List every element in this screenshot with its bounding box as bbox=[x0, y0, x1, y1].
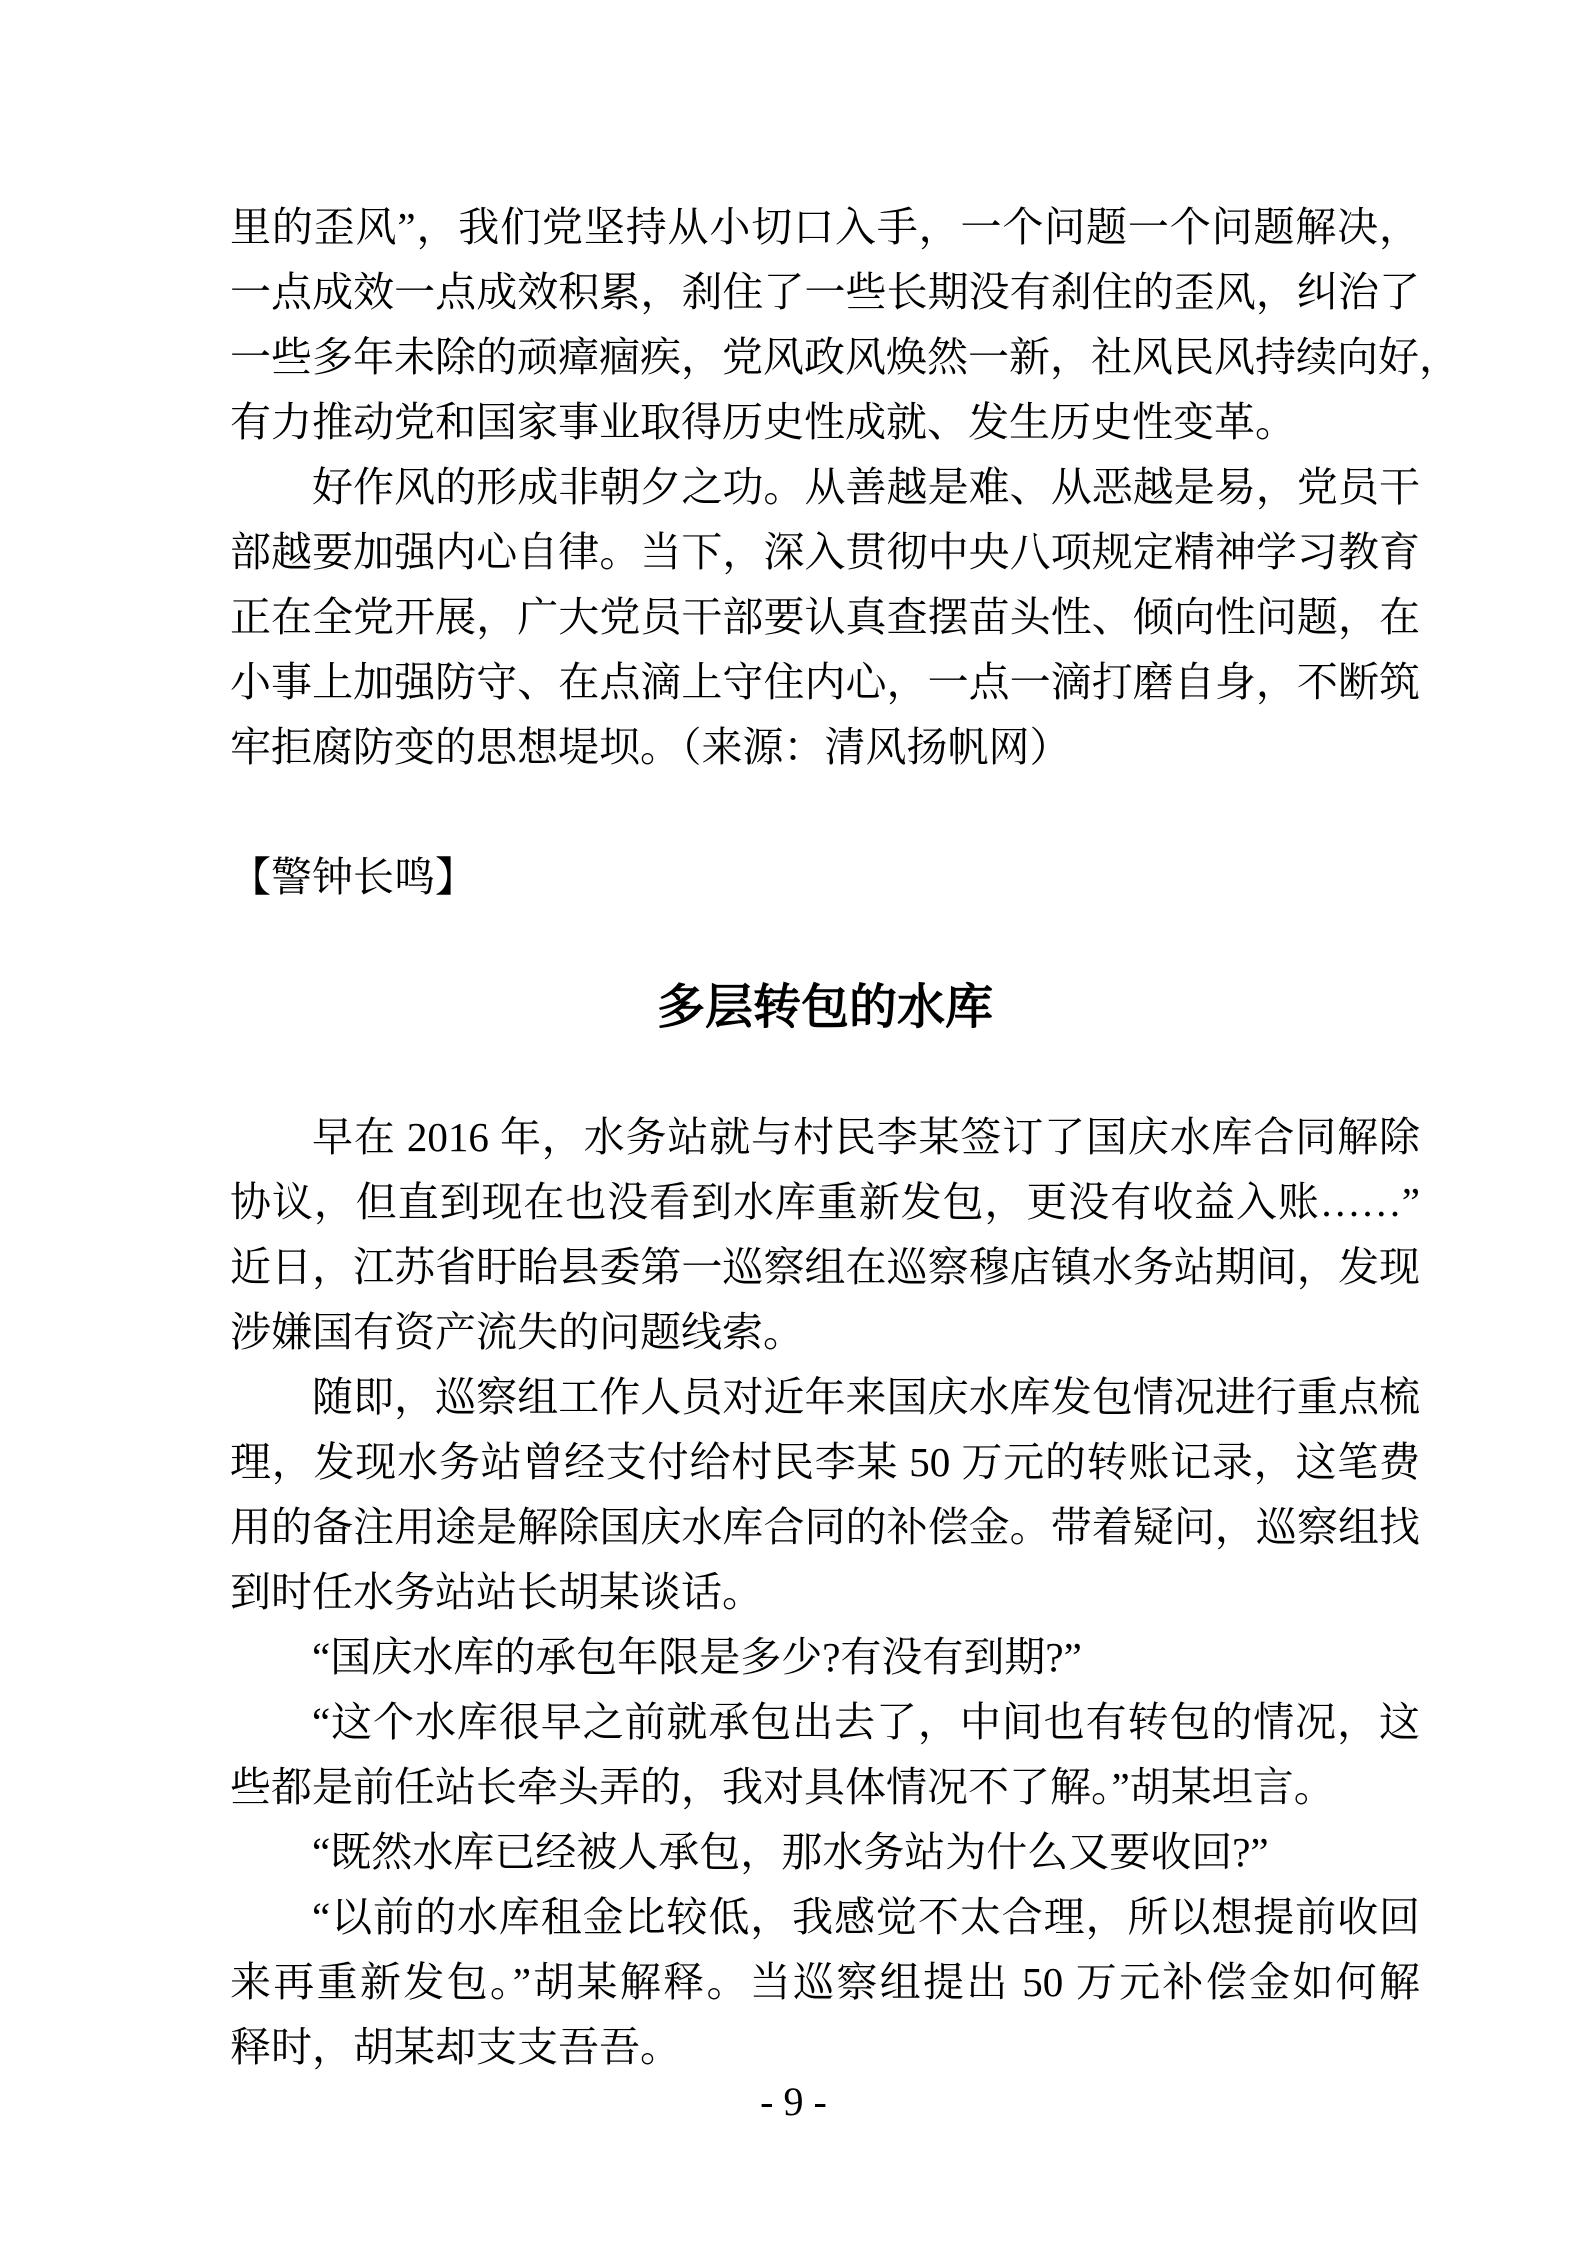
section-heading: 【警钟长鸣】 bbox=[230, 854, 476, 900]
text-line: 好作风的形成非朝夕之功。从善越是难、从恶越是易，党员干 bbox=[312, 464, 1420, 510]
text-line: 到时任水务站站长胡某谈话。 bbox=[230, 1569, 763, 1615]
blank-line bbox=[230, 1040, 1420, 1105]
text-line: 牢拒腐防变的思想堤坝。（来源：清风扬帆网） bbox=[230, 724, 1071, 770]
document-body bbox=[230, 195, 1460, 2080]
text-line: 有力推动党和国家事业取得历史性成就、发生历史性变革。 bbox=[230, 399, 1296, 445]
text-line: 近日，江苏省盱眙县委第一巡察组在巡察穆店镇水务站期间，发现 bbox=[230, 1244, 1420, 1290]
text-line: 些都是前任站长牵头弄的，我对具体情况不了解。”胡某坦言。 bbox=[230, 1764, 1335, 1810]
text-line: 释时，胡某却支支吾吾。 bbox=[230, 2024, 681, 2070]
text-line: 小事上加强防守、在点滴上守住内心，一点一滴打磨自身，不断筑 bbox=[230, 659, 1420, 705]
text-line: “这个水库很早之前就承包出去了，中间也有转包的情况，这 bbox=[312, 1699, 1420, 1745]
text-line: 来再重新发包。”胡某解释。当巡察组提出 50 万元补偿金如何解 bbox=[230, 1959, 1420, 2005]
article-title: 多层转包的水库 bbox=[656, 981, 993, 1034]
text-line: 一些多年未除的顽瘴痼疾，党风政风焕然一新，社风民风持续向好， bbox=[230, 334, 1460, 380]
text-line: 一点成效一点成效积累，刹住了一些长期没有刹住的歪风，纠治了 bbox=[230, 269, 1420, 315]
blank-line bbox=[230, 910, 1420, 975]
text-line: 协议，但直到现在也没看到水库重新发包，更没有收益入账……” bbox=[230, 1179, 1420, 1225]
text-line: 涉嫌国有资产流失的问题线索。 bbox=[230, 1309, 804, 1355]
text-line: 用的备注用途是解除国庆水库合同的补偿金。带着疑问，巡察组找 bbox=[230, 1504, 1420, 1550]
text-line: “以前的水库租金比较低，我感觉不太合理，所以想提前收回 bbox=[312, 1894, 1420, 1940]
text-line: 随即，巡察组工作人员对近年来国庆水库发包情况进行重点梳 bbox=[312, 1374, 1420, 1420]
blank-line bbox=[230, 780, 1420, 845]
page-number: - 9 - bbox=[760, 2079, 827, 2124]
text-line: 正在全党开展，广大党员干部要认真查摆苗头性、倾向性问题，在 bbox=[230, 594, 1420, 640]
text-line: 理，发现水务站曾经支付给村民李某 50 万元的转账记录，这笔费 bbox=[230, 1439, 1420, 1485]
text-line: “既然水库已经被人承包，那水务站为什么又要收回?” bbox=[312, 1829, 1269, 1875]
text-line: 里的歪风”，我们党坚持从小切口入手，一个问题一个问题解决， bbox=[230, 204, 1420, 250]
text-line: “国庆水库的承包年限是多少?有没有到期?” bbox=[312, 1634, 1082, 1680]
text-line: 部越要加强内心自律。当下，深入贯彻中央八项规定精神学习教育 bbox=[230, 529, 1420, 575]
text-line: 早在 2016 年，水务站就与村民李某签订了国庆水库合同解除 bbox=[312, 1114, 1420, 1160]
